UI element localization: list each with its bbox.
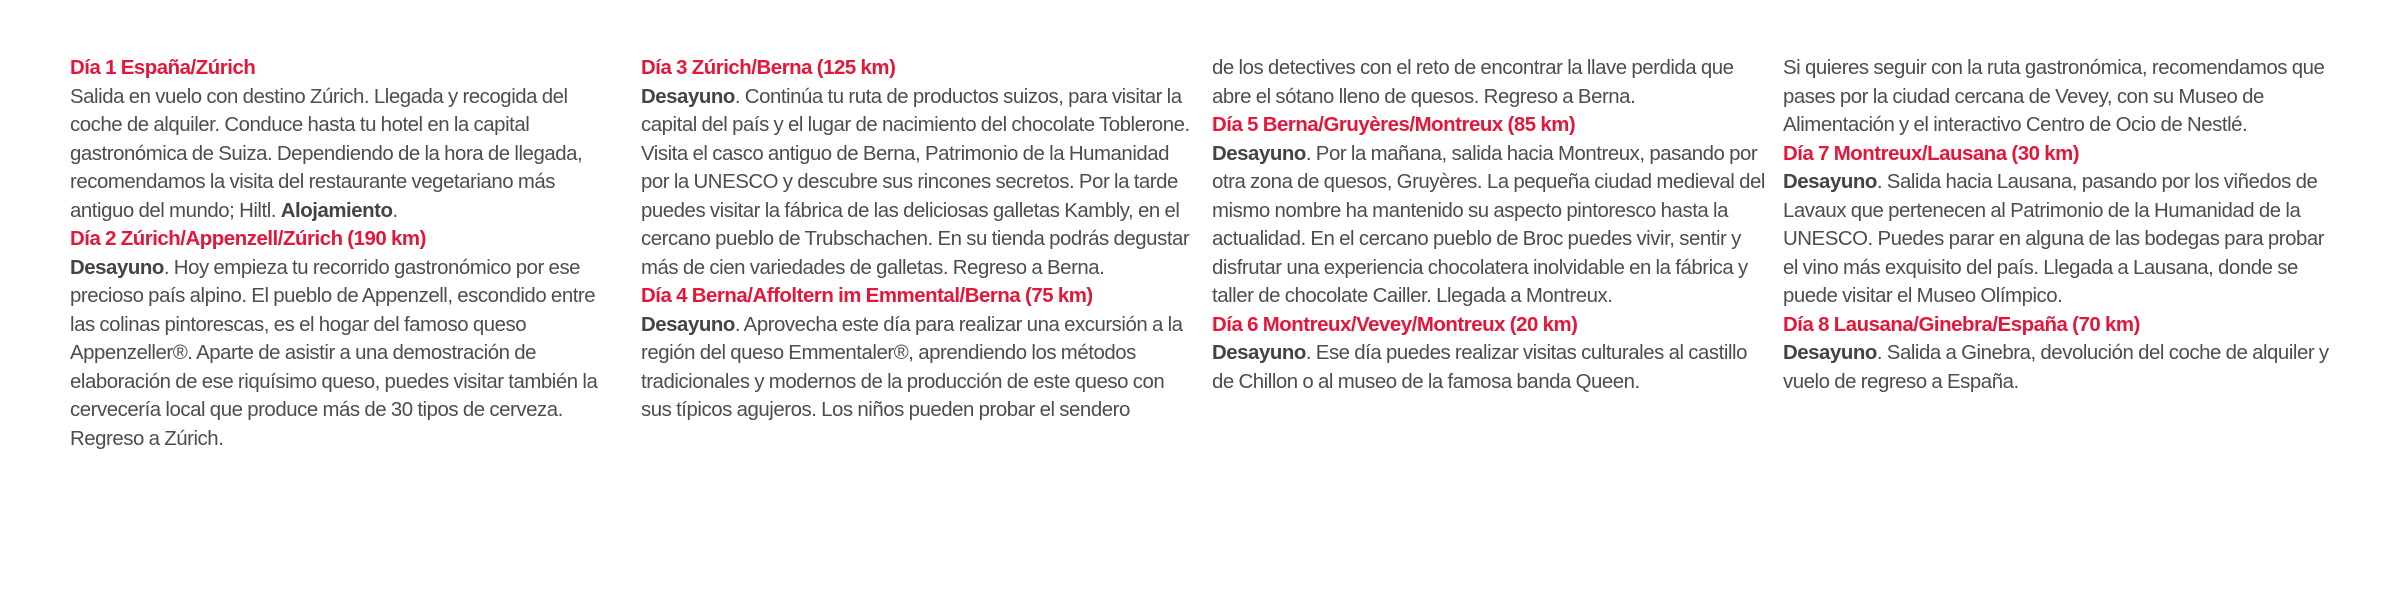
day-6-title: Día 6 Montreux/Vevey/Montreux (20 km) [1212, 313, 1578, 336]
day-4-text [641, 311, 1194, 425]
accommodation-label: Alojamiento [280, 199, 393, 222]
day-3-body: . Continúa tu ruta de productos suizos, para visitar la capital del país y el lugar de nacimiento del chocolate Toblerone. Visita el casco antiguo de Berna, Patrimonio de la Humanidad por la UNESCO y descubre sus rincones secretos. Por la tarde puedes visitar la fábrica de las deliciosas galletas Kambly, en el cercano pueblo de Trubschachen. En su tienda podrás degustar más de cien variedades de galletas. Regreso a Berna. [641, 85, 1190, 279]
itinerary-page [70, 54, 2370, 574]
day-6-continuation [1783, 54, 2336, 140]
day-5-body: . Por la mañana, salida hacia Montreux, pasando por otra zona de quesos, Gruyères. La pequeña ciudad medieval del mismo nombre ha mantenido su aspecto pintoresco hasta la actualidad. En el cercano pueblo de Broc puedes vivir, sentir y disfrutar una experiencia chocolatera inolvidable en la fábrica y taller de chocolate Cailler. Llegada a Montreux. [1212, 142, 1765, 307]
day-6-text [1212, 339, 1765, 396]
day-5-breakfast-label: Desayuno [1212, 142, 1306, 165]
day-4-title: Día 4 Berna/Affoltern im Emmental/Berna (75 km) [641, 285, 1093, 307]
day-4-section [641, 282, 1194, 425]
day-4-breakfast-label: Desayuno [641, 313, 735, 336]
day-6-body: . Ese día puedes realizar visitas culturales al castillo de Chillon o al museo de la famosa banda Queen. [1212, 342, 1747, 393]
day-5-section [1212, 111, 1765, 311]
day-3-breakfast-label: Desayuno [641, 85, 735, 108]
day-7-breakfast-label: Desayuno [1783, 171, 1877, 193]
day-4-continuation [1212, 54, 1765, 111]
day-3-section [641, 54, 1194, 282]
day-1-text [70, 83, 623, 226]
day-4-continuation-text: de los detectives con el reto de encontrar la llave perdida que abre el sótano lleno de quesos. Regreso a Berna. [1212, 57, 1734, 108]
day-8-body: . Salida a Ginebra, devolución del coche de alquiler y vuelo de regreso a España. [1783, 342, 2329, 393]
day-7-body: . Salida hacia Lausana, pasando por los viñedos de Lavaux que pertenecen al Patrimonio de la Humanidad de la UNESCO. Puedes parar en alguna de las bodegas para probar el vino más exquisito del país. Llegada a Lausana, donde se puede visitar el Museo Olímpico. [1783, 171, 2325, 307]
day-6-breakfast-label: Desayuno [1212, 342, 1306, 364]
itinerary-column-2 [641, 54, 1194, 574]
day-2-text [70, 254, 623, 454]
day-2-breakfast-label: Desayuno [70, 256, 164, 279]
day-2-body: . Hoy empieza tu recorrido gastronómico por ese precioso país alpino. El pueblo de Appenzell, escondido entre las colinas pintorescas, es el hogar del famoso queso Appenzeller®. Aparte de asistir a una demostración de elaboración de ese riquísimo queso, puedes visitar también la cervecería local que produce más de 30 tipos de cerveza. Regreso a Zúrich. [70, 256, 598, 450]
day-3-title: Día 3 Zúrich/Berna (125 km) [641, 57, 896, 79]
day-8-breakfast-label: Desayuno [1783, 342, 1877, 364]
day-8-section [1783, 311, 2336, 397]
day-4-body: . Aprovecha este día para realizar una excursión a la región del queso Emmentaler®, aprendiendo los métodos tradicionales y modernos de la producción de este queso con sus típicos agujeros. Los niños pueden probar el sendero [641, 313, 1183, 421]
day-8-text [1783, 339, 2336, 396]
itinerary-column-3 [1212, 54, 1765, 574]
day-1-section [70, 54, 623, 225]
day-1-body: Salida en vuelo con destino Zúrich. Llegada y recogida del coche de alquiler. Conduce hasta tu hotel en la capital gastronómica de Suiza. Dependiendo de la hora de llegada, recomendamos la visita del restaurante vegetariano más antiguo del mundo; Hiltl. [70, 85, 583, 222]
day-7-title: Día 7 Montreux/Lausana (30 km) [1783, 142, 2080, 165]
itinerary-column-4 [1783, 54, 2336, 574]
day-8-title: Día 8 Lausana/Ginebra/España (70 km) [1783, 313, 2140, 336]
day-5-text [1212, 140, 1765, 311]
day-5-title: Día 5 Berna/Gruyères/Montreux (85 km) [1212, 114, 1576, 136]
day-6-continuation-text: Si quieres seguir con la ruta gastronómica, recomendamos que pases por la ciudad cercana de Vevey, con su Museo de Alimentación y el interactivo Centro de Ocio de Nestlé. [1783, 57, 2325, 136]
day-1-title: Día 1 España/Zúrich [70, 57, 256, 79]
itinerary-column-1 [70, 54, 623, 574]
day-7-section [1783, 140, 2336, 311]
day-7-text [1783, 168, 2336, 311]
day-2-title: Día 2 Zúrich/Appenzell/Zúrich (190 km) [70, 228, 426, 250]
day-6-section [1212, 311, 1765, 397]
day-3-text [641, 83, 1194, 283]
day-2-section [70, 225, 623, 453]
day-1-end: . [392, 199, 398, 222]
